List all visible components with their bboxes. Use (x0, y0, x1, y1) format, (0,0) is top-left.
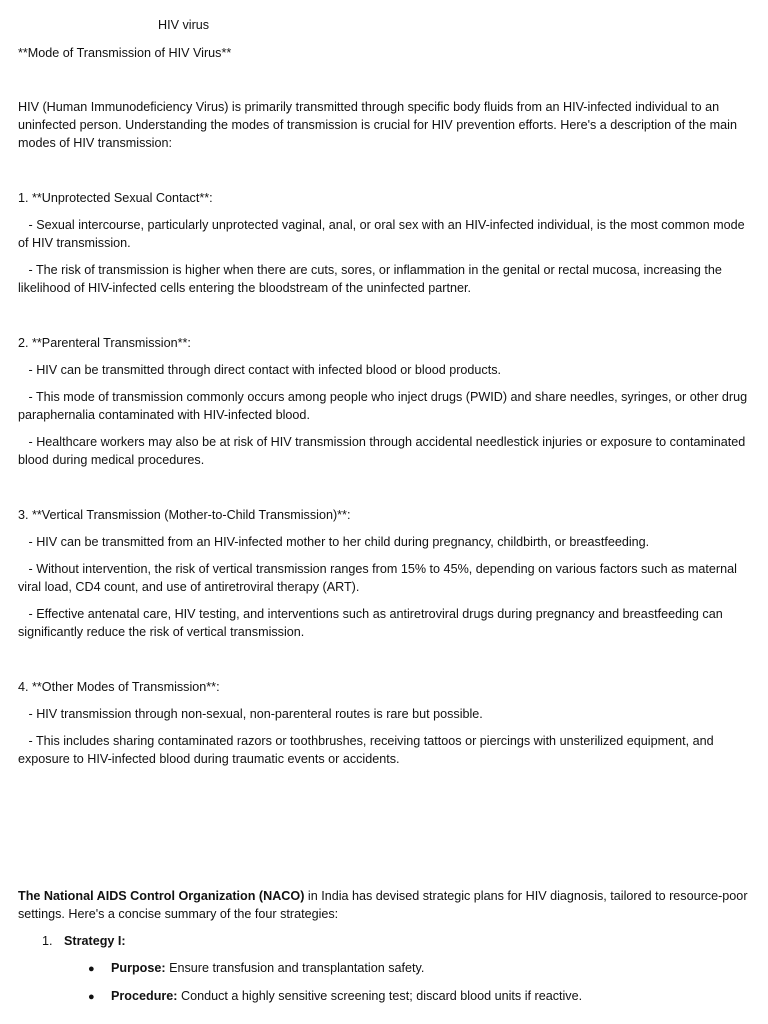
bullet-label: Procedure: (111, 989, 178, 1003)
strategy-number: 1. (42, 934, 53, 948)
bullet-icon: ● (88, 963, 95, 975)
intro-paragraph: HIV (Human Immunodeficiency Virus) is primarily transmitted through specific body fluids from an HIV-infected individual to an uninfected person. Understanding the modes of transmission is crucial for HIV prevention efforts. Here's a description of the main modes of HIV transmission: (18, 100, 737, 150)
section-2-point-1: - HIV can be transmitted through direct contact with infected blood or blood products. (18, 363, 502, 377)
naco-paragraph (18, 887, 750, 923)
document-title: HIV virus (158, 18, 210, 32)
section-4-heading: 4. **Other Modes of Transmission**: (18, 680, 220, 694)
section-2-point-3: - Healthcare workers may also be at risk of HIV transmission through accidental needlestick injuries or exposure to contaminated blood during medical procedures. (18, 435, 749, 467)
section-4-point-1: - HIV transmission through non-sexual, non-parenteral routes is rare but possible. (18, 707, 483, 721)
naco-rest: in India has devised strategic plans for HIV diagnosis, tailored to resource-poor settings. Here's a concise summary of the four strategies: (18, 889, 748, 921)
bullet-text: Ensure transfusion and transplantation safety. (165, 961, 425, 975)
strategy-bullet-procedure (88, 987, 582, 1006)
strategy-label: Strategy I: (64, 934, 126, 948)
section-heading: **Mode of Transmission of HIV Virus** (18, 46, 232, 60)
section-3-point-2: - Without intervention, the risk of vertical transmission ranges from 15% to 45%, depending on various factors such as maternal viral load, CD4 count, and use of antiretroviral therapy (ART). (18, 562, 741, 594)
section-2-heading: 2. **Parenteral Transmission**: (18, 336, 191, 350)
naco-bold-lead: The National AIDS Control Organization (NACO) (18, 889, 305, 903)
section-3-heading: 3. **Vertical Transmission (Mother-to-Child Transmission)**: (18, 508, 351, 522)
strategy-item (42, 932, 126, 950)
section-2-point-2: - This mode of transmission commonly occurs among people who inject drugs (PWID) and share needles, syringes, or other drug paraphernalia contaminated with HIV-infected blood. (18, 390, 751, 422)
section-3-point-1: - HIV can be transmitted from an HIV-infected mother to her child during pregnancy, childbirth, or breastfeeding. (18, 535, 650, 549)
section-4-point-2: - This includes sharing contaminated razors or toothbrushes, receiving tattoos or piercings with unsterilized equipment, and exposure to HIV-infected blood during traumatic events or accidents. (18, 734, 718, 766)
bullet-text: Conduct a highly sensitive screening test; discard blood units if reactive. (177, 989, 583, 1003)
strategy-bullet-purpose (88, 959, 424, 978)
section-1-point-2: - The risk of transmission is higher when there are cuts, sores, or inflammation in the genital or rectal mucosa, increasing the likelihood of HIV-infected cells entering the bloodstream of the uninfected partner. (18, 263, 726, 295)
section-3-point-3: - Effective antenatal care, HIV testing, and interventions such as antiretroviral drugs during pregnancy and breastfeeding can significantly reduce the risk of vertical transmission. (18, 607, 727, 639)
bullet-label: Purpose: (111, 961, 166, 975)
section-1-heading: 1. **Unprotected Sexual Contact**: (18, 191, 213, 205)
bullet-icon: ● (88, 991, 95, 1003)
section-1-point-1: - Sexual intercourse, particularly unprotected vaginal, anal, or oral sex with an HIV-infected individual, is the most common mode of HIV transmission. (18, 218, 749, 250)
